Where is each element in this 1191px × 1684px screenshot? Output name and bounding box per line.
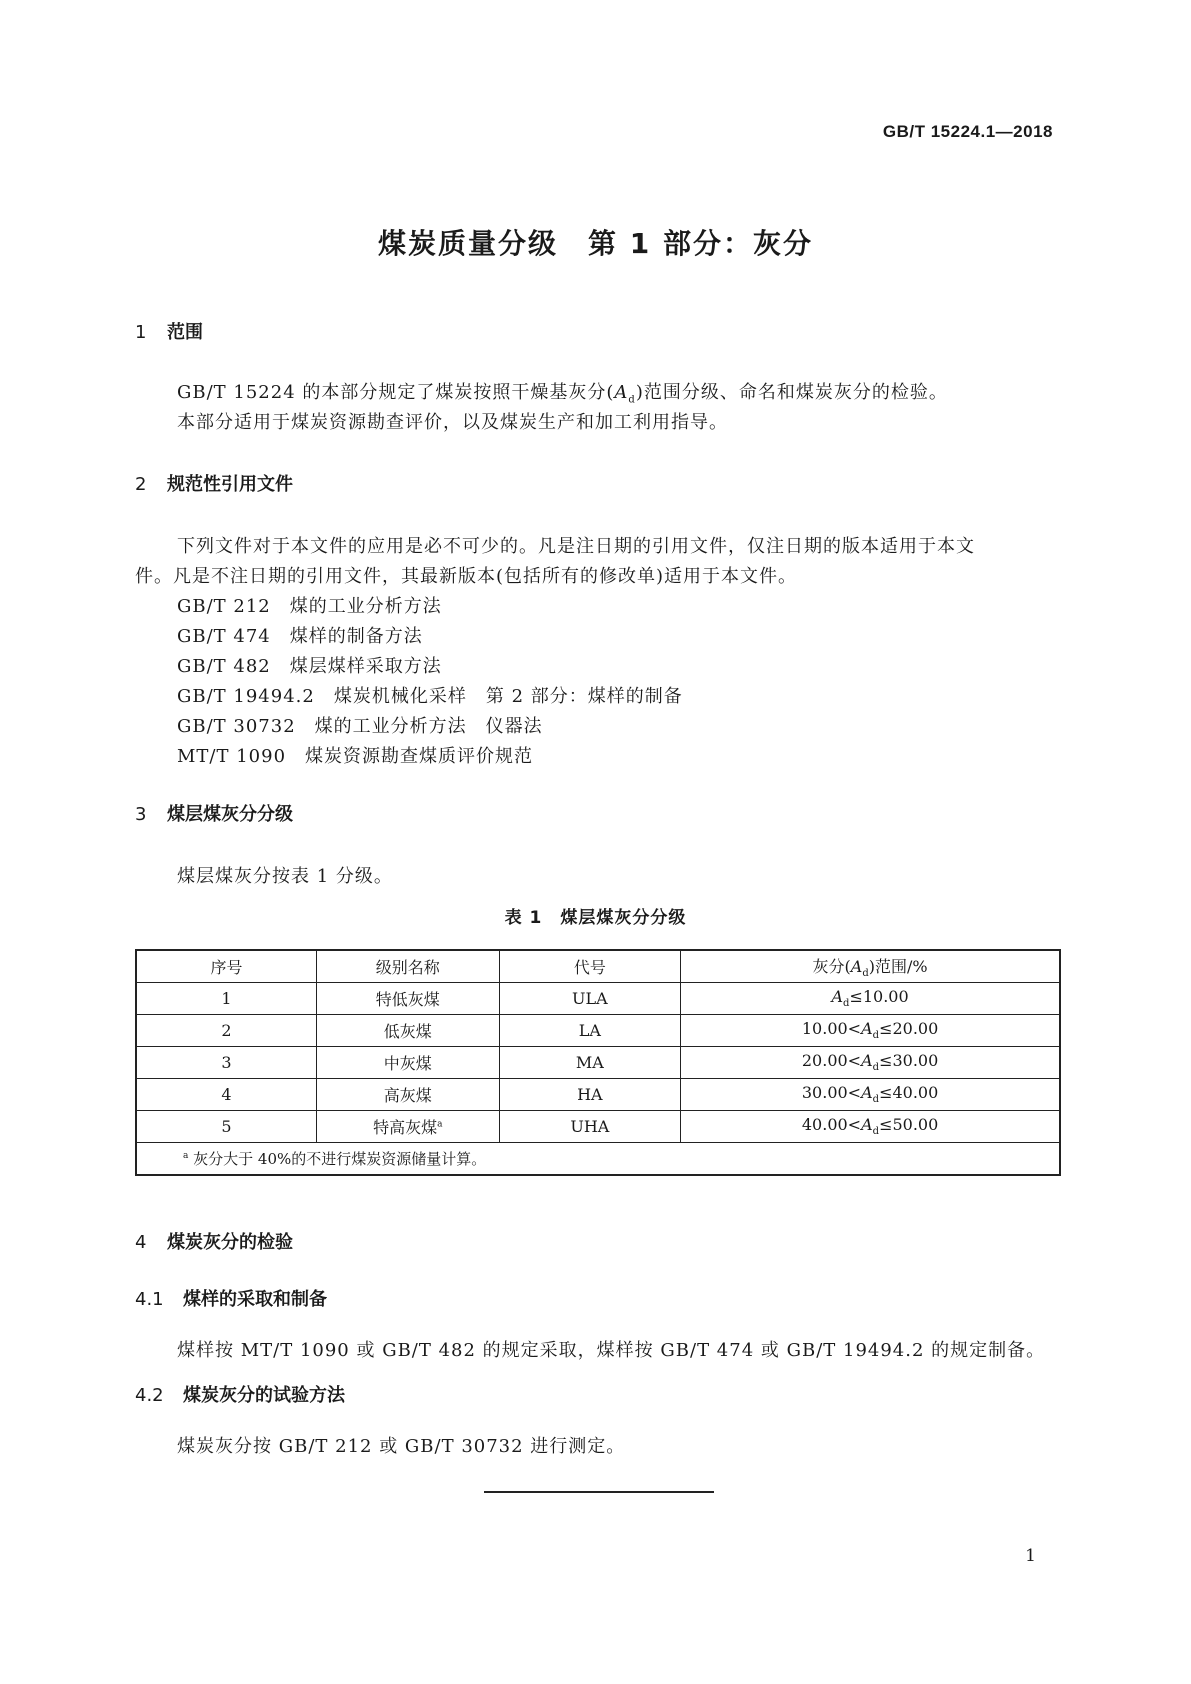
end-rule <box>484 1491 714 1493</box>
text-run: 低灰煤 <box>383 1022 432 1041</box>
reference-code: GB/T 30732 <box>177 716 296 737</box>
ash-symbol: A <box>831 987 844 1007</box>
text-run: ≤20.00 <box>879 1019 939 1039</box>
text-run: 中灰煤 <box>383 1054 432 1073</box>
section-title: 范围 <box>167 322 203 343</box>
reference-code: GB/T 482 <box>177 656 271 677</box>
reference-item <box>177 712 543 738</box>
reference-title: 煤样的制备方法 <box>289 626 423 647</box>
grade-name <box>317 1111 500 1143</box>
text-run: 20.00< <box>801 1051 862 1071</box>
ash-range <box>681 1111 1060 1143</box>
grade-name <box>317 1047 500 1079</box>
section-2-intro-line-1: 下列文件对于本文件的应用是必不可少的。凡是注日期的引用文件，仅注日期的版本适用于本文 <box>177 536 975 557</box>
grade-code: LA <box>499 1015 681 1047</box>
standard-code: GB/T 15224.1—2018 <box>882 122 1053 141</box>
grade-code: UHA <box>499 1111 681 1143</box>
document-title: 煤炭质量分级 第 1 部分：灰分 <box>378 227 813 260</box>
ash-symbol: A <box>861 1019 873 1039</box>
grade-name <box>317 983 500 1015</box>
footnote-mark: a <box>437 1119 443 1130</box>
reference-title: 煤炭机械化采样 第 2 部分：煤样的制备 <box>333 686 683 707</box>
section-number: 2 <box>135 474 147 495</box>
subsection-4-1-para: 煤样按 MT/T 1090 或 GB/T 482 的规定采取，煤样按 GB/T 474 或 GB/T 19494.2 的规定制备。 <box>177 1340 1046 1361</box>
row-number: 5 <box>136 1111 317 1143</box>
grade-name <box>317 1079 500 1111</box>
text-run: 30.00< <box>801 1083 862 1103</box>
page-number: 1 <box>1025 1546 1036 1566</box>
section-title: 煤层煤灰分分级 <box>167 804 293 825</box>
ash-subscript: d <box>872 1030 880 1042</box>
footnote-text: 灰分大于 40%的不进行煤炭资源储量计算。 <box>193 1150 487 1168</box>
section-2-intro-line-2: 件。凡是不注日期的引用文件，其最新版本(包括所有的修改单)适用于本文件。 <box>135 566 798 587</box>
footnote-mark: a <box>183 1151 189 1161</box>
ash-symbol: A <box>861 1051 873 1071</box>
row-number: 3 <box>136 1047 317 1079</box>
reference-title: 煤的工业分析方法 仪器法 <box>314 716 543 737</box>
reference-code: GB/T 19494.2 <box>177 686 315 707</box>
subsection-title: 煤炭灰分的试验方法 <box>183 1385 345 1406</box>
table-caption: 表 1 煤层煤灰分分级 <box>504 908 687 928</box>
text-run: ≤50.00 <box>879 1115 939 1135</box>
text-run: GB/T 15224 的本部分规定了煤炭按照干燥基灰分( <box>177 382 615 403</box>
ash-range <box>681 983 1060 1015</box>
table-footnote-row <box>136 1143 1060 1176</box>
ash-symbol: A <box>861 1115 873 1135</box>
text-run: 特低灰煤 <box>375 990 440 1009</box>
subsection-title: 煤样的采取和制备 <box>183 1289 327 1310</box>
text-run: )范围分级、命名和煤炭灰分的检验。 <box>635 382 948 403</box>
table-row <box>136 983 1060 1015</box>
section-number: 4 <box>135 1232 147 1253</box>
ash-symbol: A <box>614 382 629 403</box>
ash-subscript: d <box>843 998 850 1010</box>
ash-range <box>681 1047 1060 1079</box>
section-1-para-2: 本部分适用于煤炭资源勘查评价，以及煤炭生产和加工利用指导。 <box>177 412 728 433</box>
table-row <box>136 1111 1060 1143</box>
ash-classification-table <box>135 949 1061 1176</box>
subsection-number: 4.1 <box>135 1289 164 1310</box>
text-run: 40.00< <box>801 1115 862 1135</box>
row-number: 2 <box>136 1015 317 1047</box>
table-row <box>136 1079 1060 1111</box>
reference-title: 煤的工业分析方法 <box>289 596 442 617</box>
reference-code: MT/T 1090 <box>177 746 287 767</box>
reference-item <box>177 622 423 648</box>
text-run: ≤40.00 <box>879 1083 939 1103</box>
grade-code: ULA <box>499 983 681 1015</box>
table-footnote <box>136 1143 1060 1176</box>
table-row <box>136 1047 1060 1079</box>
text-run: ≤10.00 <box>849 987 909 1007</box>
subsection-number: 4.2 <box>135 1385 164 1406</box>
ash-subscript: d <box>872 1126 880 1138</box>
header-cell: 序号 <box>136 950 317 983</box>
ash-subscript: d <box>872 1062 880 1074</box>
ash-range <box>681 1079 1060 1111</box>
row-number: 4 <box>136 1079 317 1111</box>
section-1-heading <box>135 318 203 344</box>
reference-title: 煤层煤样采取方法 <box>289 656 442 677</box>
ash-subscript: d <box>872 1094 880 1106</box>
ash-subscript: d <box>628 394 636 406</box>
text-run: 10.00< <box>801 1019 862 1039</box>
subsection-4-1-heading <box>135 1285 327 1311</box>
grade-code: HA <box>499 1079 681 1111</box>
section-3-para: 煤层煤灰分按表 1 分级。 <box>177 866 393 887</box>
section-title: 规范性引用文件 <box>167 474 293 495</box>
ash-range <box>681 1015 1060 1047</box>
ash-symbol: A <box>861 1083 873 1103</box>
section-3-heading <box>135 800 293 826</box>
section-4-heading <box>135 1228 293 1254</box>
section-2-heading <box>135 470 293 496</box>
header-cell: 代号 <box>499 950 681 983</box>
text-run: ≤30.00 <box>879 1051 939 1071</box>
row-number: 1 <box>136 983 317 1015</box>
reference-code: GB/T 474 <box>177 626 271 647</box>
header-cell <box>681 950 1060 983</box>
reference-item <box>177 592 442 618</box>
section-1-para-1 <box>177 378 948 406</box>
text-run: 灰分( <box>812 956 851 976</box>
section-number: 3 <box>135 804 147 825</box>
header-cell: 级别名称 <box>317 950 500 983</box>
subsection-4-2-para: 煤炭灰分按 GB/T 212 或 GB/T 30732 进行测定。 <box>177 1436 626 1457</box>
reference-item <box>177 742 533 768</box>
table-header-row <box>136 950 1060 983</box>
text-run: 高灰煤 <box>383 1086 432 1105</box>
text-run: )范围/% <box>868 956 928 976</box>
ash-symbol: A <box>850 956 863 976</box>
section-number: 1 <box>135 322 147 343</box>
ash-subscript: d <box>862 968 869 980</box>
reference-code: GB/T 212 <box>177 596 271 617</box>
subsection-4-2-heading <box>135 1381 345 1407</box>
text-run: 特高灰煤 <box>373 1118 438 1137</box>
reference-item <box>177 682 683 708</box>
grade-name <box>317 1015 500 1047</box>
reference-item <box>177 652 442 678</box>
grade-code: MA <box>499 1047 681 1079</box>
reference-title: 煤炭资源勘查煤质评价规范 <box>305 746 534 767</box>
table-row <box>136 1015 1060 1047</box>
section-title: 煤炭灰分的检验 <box>167 1232 293 1253</box>
